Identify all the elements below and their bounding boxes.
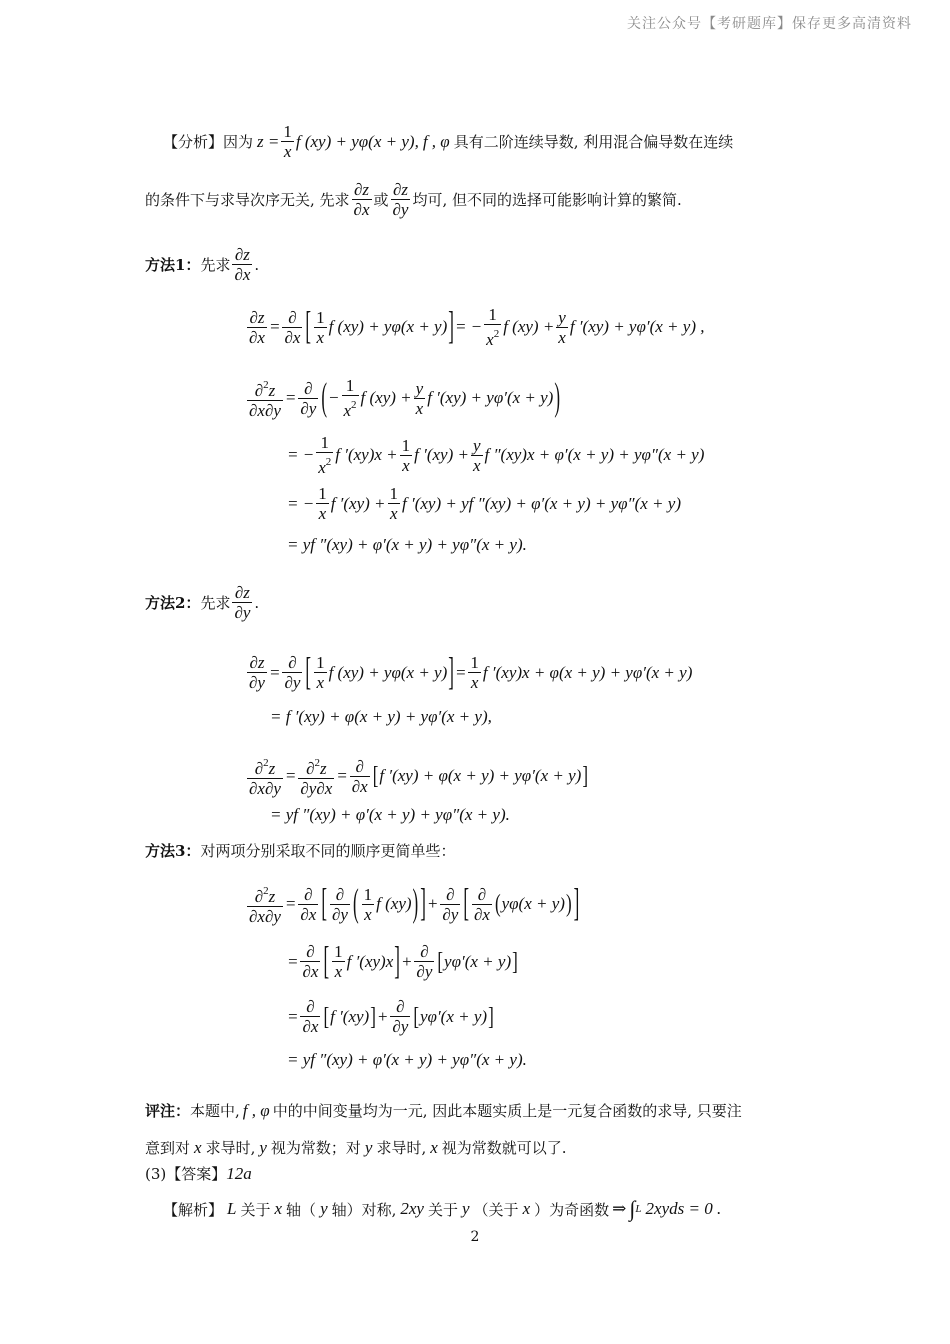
method1-eq2: $\frac{\partial^2z}{\partial x\partial y}$ = $\frac{\partial}{\partial y}$ ( − $\frac{1}{x^2}$ f (xy) + $\frac{y}{x}$ f ′(xy) + yφ′(x + y) ) [249, 375, 561, 420]
answer-label: 【答案】 [166, 1165, 227, 1183]
method3-intro: 对两项分别采取不同的顺序更简单些： [200, 842, 456, 860]
analysis-because: 因为 [223, 133, 254, 151]
method2-heading: 方法2： 先求 $\frac{\partial z}{\partial y}$ . [145, 583, 260, 622]
method3-eq2: = $\frac{\partial}{\partial x}$ [ $\frac{1}{x}$ f ′(xy)x ] + $\frac{\partial}{\partial y}$ [ yφ′(x + y) ] [287, 938, 518, 983]
remark-line-2: 意到对 x 求导时, y 视为常数；对 y 求导时, x 视为常数就可以了. [145, 1137, 567, 1157]
method2-label: 方法2： [145, 594, 201, 612]
method3-eq4: = yf ″(xy) + φ′(x + y) + yφ″(x + y). [287, 1050, 527, 1069]
part3-jiexi: 【解析】 L 关于 x 轴（ y 轴）对称, 2xy 关于 y （关于 x ）为奇函数 ⇒ ∫ L 2xyds = 0 . [163, 1196, 722, 1221]
analysis-text3: 均可, 但不同的选择可能影响计算的繁简. [412, 191, 682, 209]
header-watermark: 关注公众号【考研题库】保存更多高清资料 [627, 16, 912, 32]
method3-heading [145, 840, 455, 861]
fraction-dz-dx: $\frac{\partial z}{\partial x}$ [353, 180, 370, 219]
part3-answer [145, 1163, 252, 1184]
method1-eq5: = yf ″(xy) + φ′(x + y) + yφ″(x + y). [287, 535, 527, 554]
analysis-eq-rhs: f (xy) + yφ(x + y), [295, 131, 419, 151]
part3-number: (3) [145, 1164, 167, 1183]
page-number: 2 [470, 1229, 480, 1245]
fraction-dz-dy: $\frac{\partial z}{\partial y}$ [392, 180, 409, 219]
remark-label: 评注： [145, 1102, 191, 1120]
answer-value: 12a [226, 1163, 252, 1183]
method1-label: 方法1： [145, 256, 201, 274]
method2-eq3: $\frac{\partial^2z}{\partial x\partial y}$ = $\frac{\partial^2z}{\partial y\partial x}$ = $\frac{\partial}{\partial x}$ [ f ′(xy) + φ(x + y) + yφ′(x + y) ] [245, 754, 589, 798]
method2-eq2: = f ′(xy) + φ(x + y) + yφ′(x + y), [270, 707, 492, 726]
method1-eq1: $\frac{\partial z}{\partial x}$ = $\frac{\partial}{\partial x}$ [ $\frac{1}{x}$ f (xy) + yφ(x + y) ] = − $\frac{1}{x^2}$ f (xy) + $\frac{y}{x}$ f ′(xy) + yφ′(x + y) , [249, 304, 705, 349]
method3-label: 方法3： [145, 842, 201, 860]
analysis-line-2 [145, 180, 682, 219]
method2-intro: 先求 [200, 594, 231, 612]
method1-heading: 方法1： 先求 $\frac{\partial z}{\partial x}$ . [145, 245, 260, 284]
method1-intro: 先求 [200, 256, 231, 274]
remark-line-1: 评注： 本题中, f , φ 中的中间变量均为一元, 因此本题实质上是一元复合函数的求导, 只要注 [145, 1100, 742, 1120]
analysis-eq-lhs: z = [257, 131, 280, 151]
method3-eq3: = $\frac{\partial}{\partial x}$ [ f ′(xy) ] + $\frac{\partial}{\partial y}$ [ yφ′(x + y) ] [287, 997, 494, 1036]
analysis-text2: 的条件下与求导次序无关, 先求 [145, 191, 350, 209]
analysis-vars: f , φ [422, 131, 450, 151]
method1-eq4: = − $\frac{1}{x}$ f ′(xy) + $\frac{1}{x}$ f ′(xy) + yf ″(xy) + φ′(x + y) + yφ″(x + y) [287, 484, 681, 523]
method1-eq3: = − $\frac{1}{x^2}$ f ′(xy)x + $\frac{1}{x}$ f ′(xy) + $\frac{y}{x}$ f ″(xy)x + φ′(x + y) + yφ″(x + y) [287, 433, 705, 477]
fraction: $\frac{1}{x}$ [283, 122, 292, 161]
analysis-line-1 [163, 122, 733, 161]
analysis-or: 或 [373, 191, 389, 209]
method2-eq4: = yf ″(xy) + φ′(x + y) + yφ″(x + y). [270, 805, 510, 824]
jiexi-label: 【解析】 [163, 1200, 224, 1219]
fraction-dz-dy: $\frac{\partial z}{\partial y}$ [234, 583, 251, 622]
analysis-label: 【分析】 [163, 133, 224, 151]
analysis-text1: 具有二阶连续导数, 利用混合偏导数在连续 [453, 133, 734, 151]
fraction-dz-dx: $\frac{\partial z}{\partial x}$ [234, 245, 251, 284]
method2-eq1: $\frac{\partial z}{\partial y}$ = $\frac{\partial}{\partial y}$ [ $\frac{1}{x}$ f (xy) + yφ(x + y) ] = $\frac{1}{x}$ f ′(xy)x + φ(x + y) + yφ′(x + y) [249, 649, 693, 694]
method3-eq1: $\frac{\partial^2z}{\partial x\partial y}$ = $\frac{\partial}{\partial x}$ [ $\frac{\partial}{\partial y}$ ( $\frac{1}{x}$ f (xy) ) ] + $\frac{\partial}{\partial y}$ [ $\frac{\partial}{\partial x}$ ( yφ(x + y) ) ] [249, 881, 580, 926]
